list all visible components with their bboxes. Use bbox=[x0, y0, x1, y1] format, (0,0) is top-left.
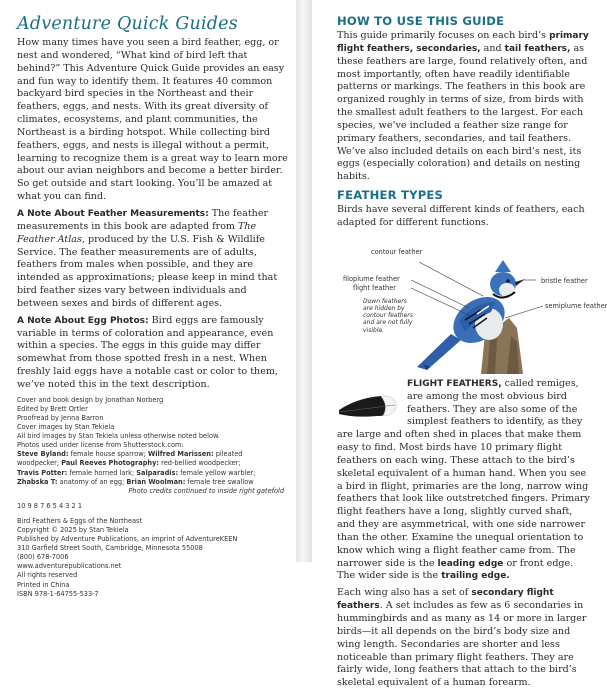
intro-paragraph: How many times have you seen a bird feather, egg, or nest and wondered, “What kind of bird left that behind?” This Adventure Quick Guide provides an easy and fun way to identify them. It features 40 common backyard bird species in the Northeast and their feathers, eggs, and nests. With its great diversity of climates, ecosystems, and plant communities, the Northeast is a birding hotspot. While collecting bird feathers, eggs, and nests is illegal without a permit, learning to recognize them is a great way to learn more about our avian neighbors and become a better birder. So get outside and start looking. You’ll be amazed at what you can find. bbox=[17, 37, 288, 203]
publisher-website: www.adventurepublications.net bbox=[17, 562, 122, 571]
egg-note-text: Bird eggs are famously variable in terms of coloration and appearance, even within a species. The eggs in this guide may differ somewhat from those spotted fresh in a nest. When freshly laid eggs have a notable cast or color to them, we’ve noted this in the text description. bbox=[17, 314, 278, 390]
book-gutter bbox=[296, 0, 312, 562]
photo-credit-line-2: woodpecker; Paul Reeves Photography: red-bellied woodpecker; bbox=[17, 459, 241, 468]
feather-note-heading: A Note About Feather Measurements: bbox=[17, 208, 209, 219]
printed-line: Printed in China bbox=[17, 580, 70, 589]
proofreader-credit: Proofread by Jenna Barron bbox=[17, 413, 104, 422]
egg-note-heading: A Note About Egg Photos: bbox=[17, 315, 149, 326]
semiplume-feather-label: semiplume feather bbox=[545, 301, 607, 310]
credits-block bbox=[17, 396, 288, 599]
bird-images-credit: All bird images by Stan Tekiela unless otherwise noted below. bbox=[17, 432, 220, 441]
flight-feather-label: flight feather bbox=[353, 283, 396, 292]
down-feathers-note: Down feathers are hidden by contour feathers and are not fully visible. bbox=[363, 297, 413, 334]
how-to-use-heading: HOW TO USE THIS GUIDE bbox=[337, 14, 505, 28]
filoplume-feather-label: filoplume feather bbox=[343, 274, 400, 283]
publisher-address: 310 Garfield Street South, Cambridge, Minnesota 55008 bbox=[17, 544, 203, 553]
copyright-line: Copyright © 2025 by Stan Tekiela bbox=[17, 526, 129, 534]
publisher-line: Published by Adventure Publications, an imprint of AdventureKEEN bbox=[17, 535, 238, 544]
right-page bbox=[312, 0, 607, 689]
left-page bbox=[0, 0, 296, 598]
feather-note-text-cont: , produced by the U.S. Fish & Wildlife Service. The feather measurements are of adults, feathers from males when possible, and they are intended as approximations; please keep in mind that bird feather sizes vary between individuals and between sexes and birds of different ages. bbox=[17, 233, 278, 309]
flight-feathers-section bbox=[337, 378, 593, 584]
contour-feather-label: contour feather bbox=[371, 247, 423, 256]
rights-line: All rights reserved bbox=[17, 571, 78, 580]
book-title: Bird Feathers & Eggs of the Northeast bbox=[17, 516, 143, 525]
photo-credit-line-1: Steve Byland: female house sparrow; Wilfred Marissen: pileated bbox=[17, 450, 243, 459]
flight-feather-image bbox=[337, 380, 399, 422]
photo-credit-line-4: Zhabska T: anatomy of an egg; Brian Woolman: female tree swallow bbox=[17, 477, 254, 486]
flight-feathers-paragraph: FLIGHT FEATHERS, called remiges, are among the most obvious bird feathers. They are also some of the simplest feathers to identify, as they are large and often shed in places that make them easy to find. Most birds have 10 primary flight feathers on each wing. These attach to the bird’s skeletal equivalent of a human hand. When you see a bird in flight, primaries are the long, narrow wing feathers that look like outstretched fingers. Primary flight feathers have a long, slightly curved shaft, and they are asymmetrical, with one side narrower than the other. Examine the unequal orientation to know which wing a flight feather came from. The narrower side is the leading edge or front edge. The wider side is the trailing edge. bbox=[337, 377, 590, 582]
photo-credit-line-3: Travis Potter: female horned lark; Salparadis: female yellow warbler; bbox=[17, 468, 256, 477]
guide-series-title: Adventure Quick Guides bbox=[17, 14, 238, 34]
cover-design-credit: Cover and book design by Jonathan Norberg bbox=[17, 395, 164, 404]
print-run-numbers: 10 9 8 7 6 5 4 3 2 1 bbox=[17, 501, 83, 510]
feather-types-intro: Birds have several different kinds of feathers, each adapted for different functions. bbox=[337, 204, 585, 228]
credits-continued-note: Photo credits continued to inside right gatefold bbox=[128, 486, 284, 495]
how-to-use-paragraph: This guide primarily focuses on each bird’s primary flight feathers, secondaries, and tail feathers, as these feathers are large, found relatively often, and most importantly, often have readily identifiable patterns or markings. The feathers in this book are organized roughly in terms of size, from birds with the smallest adult feathers to the largest. For each species, we’ve included a feather size range for primary feathers, secondaries, and tail feathers. We’ve also included details on each bird’s nest, its eggs (especially coloration) and details on nesting habits. bbox=[337, 30, 589, 183]
license-credit: Photos used under license from Shutterstock.com: bbox=[17, 441, 184, 450]
feather-note-text: The feather measurements in this book are adapted from bbox=[17, 207, 269, 232]
bristle-feather-label: bristle feather bbox=[541, 276, 588, 285]
secondary-feathers-paragraph: Each wing also has a set of secondary flight feathers. A set includes as few as 6 secondaries in hummingbirds and as many as 14 or more in larger birds—it all depends on the bird’s body size and wing length. Secondaries are shorter and less noticeable than primary flight feathers. They are fairly wide, long feathers that attach to the bird’s skeletal equivalent of a human forearm. bbox=[337, 587, 587, 689]
publisher-phone: (800) 678-7006 bbox=[17, 553, 69, 562]
editor-credit: Edited by Brett Ortler bbox=[17, 404, 88, 413]
egg-photos-note bbox=[17, 315, 288, 392]
feather-measurements-note bbox=[17, 208, 288, 311]
feather-atlas-title: The Feather Atlas bbox=[17, 220, 257, 245]
feather-types-heading: FEATHER TYPES bbox=[337, 188, 444, 203]
cover-images-credit: Cover images by Stan Tekiela bbox=[17, 423, 115, 432]
isbn-line: ISBN 978-1-64755-533-7 bbox=[17, 589, 99, 598]
feather-types-figure bbox=[331, 232, 607, 374]
